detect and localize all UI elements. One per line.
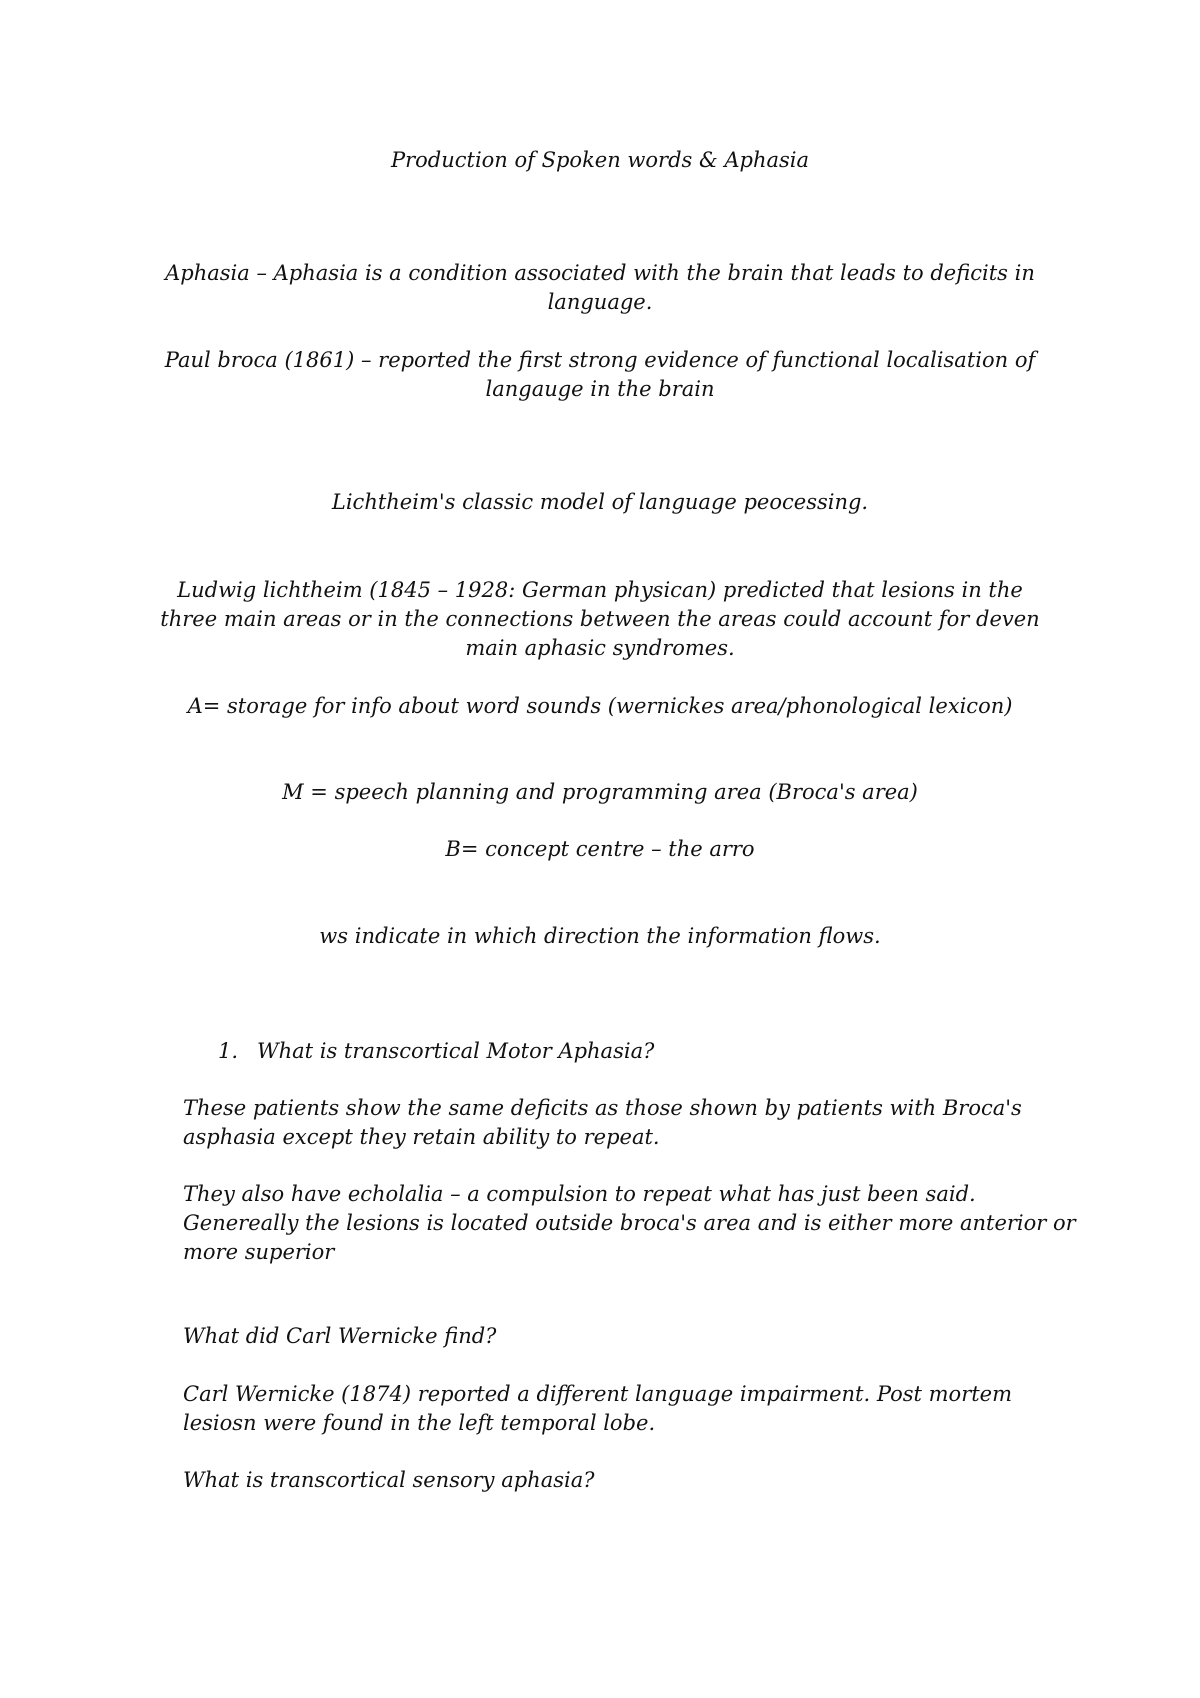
document-title: Production of Spoken words & Aphasia (390, 148, 810, 172)
question-2: What did Carl Wernicke find? (183, 1324, 497, 1348)
ludwig-line-2: three main areas or in the connections between the areas could account for deven (160, 607, 1040, 631)
model-b-definition: B= concept centre – the arro (445, 837, 755, 861)
answer-2-line-1: Carl Wernicke (1874) reported a different language impairment. Post mortem (183, 1382, 1013, 1406)
arrows-note: ws indicate in which direction the information flows. (319, 924, 881, 948)
broca-line-2: langauge in the brain (485, 377, 715, 401)
aphasia-definition-line-1: Aphasia – Aphasia is a condition associated with the brain that leads to deficits in (165, 261, 1035, 285)
question-1: What is transcortical Motor Aphasia? (257, 1039, 655, 1063)
model-a-definition: A= storage for info about word sounds (wernickes area/phonological lexicon) (187, 694, 1013, 718)
answer-1-p2-line-1: They also have echolalia – a compulsion to repeat what has just been said. (183, 1182, 976, 1206)
answer-2-line-2: lesiosn were found in the left temporal lobe. (183, 1411, 656, 1435)
lichtheim-heading: Lichtheim's classic model of language peocessing. (331, 490, 869, 514)
ludwig-line-1: Ludwig lichtheim (1845 – 1928: German physican) predicted that lesions in the (177, 578, 1023, 602)
answer-1-p2-line-2: Genereally the lesions is located outside broca's area and is either more anterior or (183, 1211, 1076, 1235)
ludwig-line-3: main aphasic syndromes. (465, 636, 735, 660)
answer-1-p1-line-2: asphasia except they retain ability to repeat. (183, 1125, 660, 1149)
broca-line-1: Paul broca (1861) – reported the first strong evidence of functional localisation of (164, 348, 1036, 372)
model-m-definition: M = speech planning and programming area (Broca's area) (282, 780, 918, 804)
answer-1-p2-line-3: more superior (183, 1240, 335, 1264)
answer-1-p1-line-1: These patients show the same deficits as those shown by patients with Broca's (183, 1096, 1022, 1120)
aphasia-definition-line-2: language. (547, 290, 653, 314)
question-3: What is transcortical sensory aphasia? (183, 1468, 595, 1492)
question-1-number: 1. (218, 1039, 239, 1063)
